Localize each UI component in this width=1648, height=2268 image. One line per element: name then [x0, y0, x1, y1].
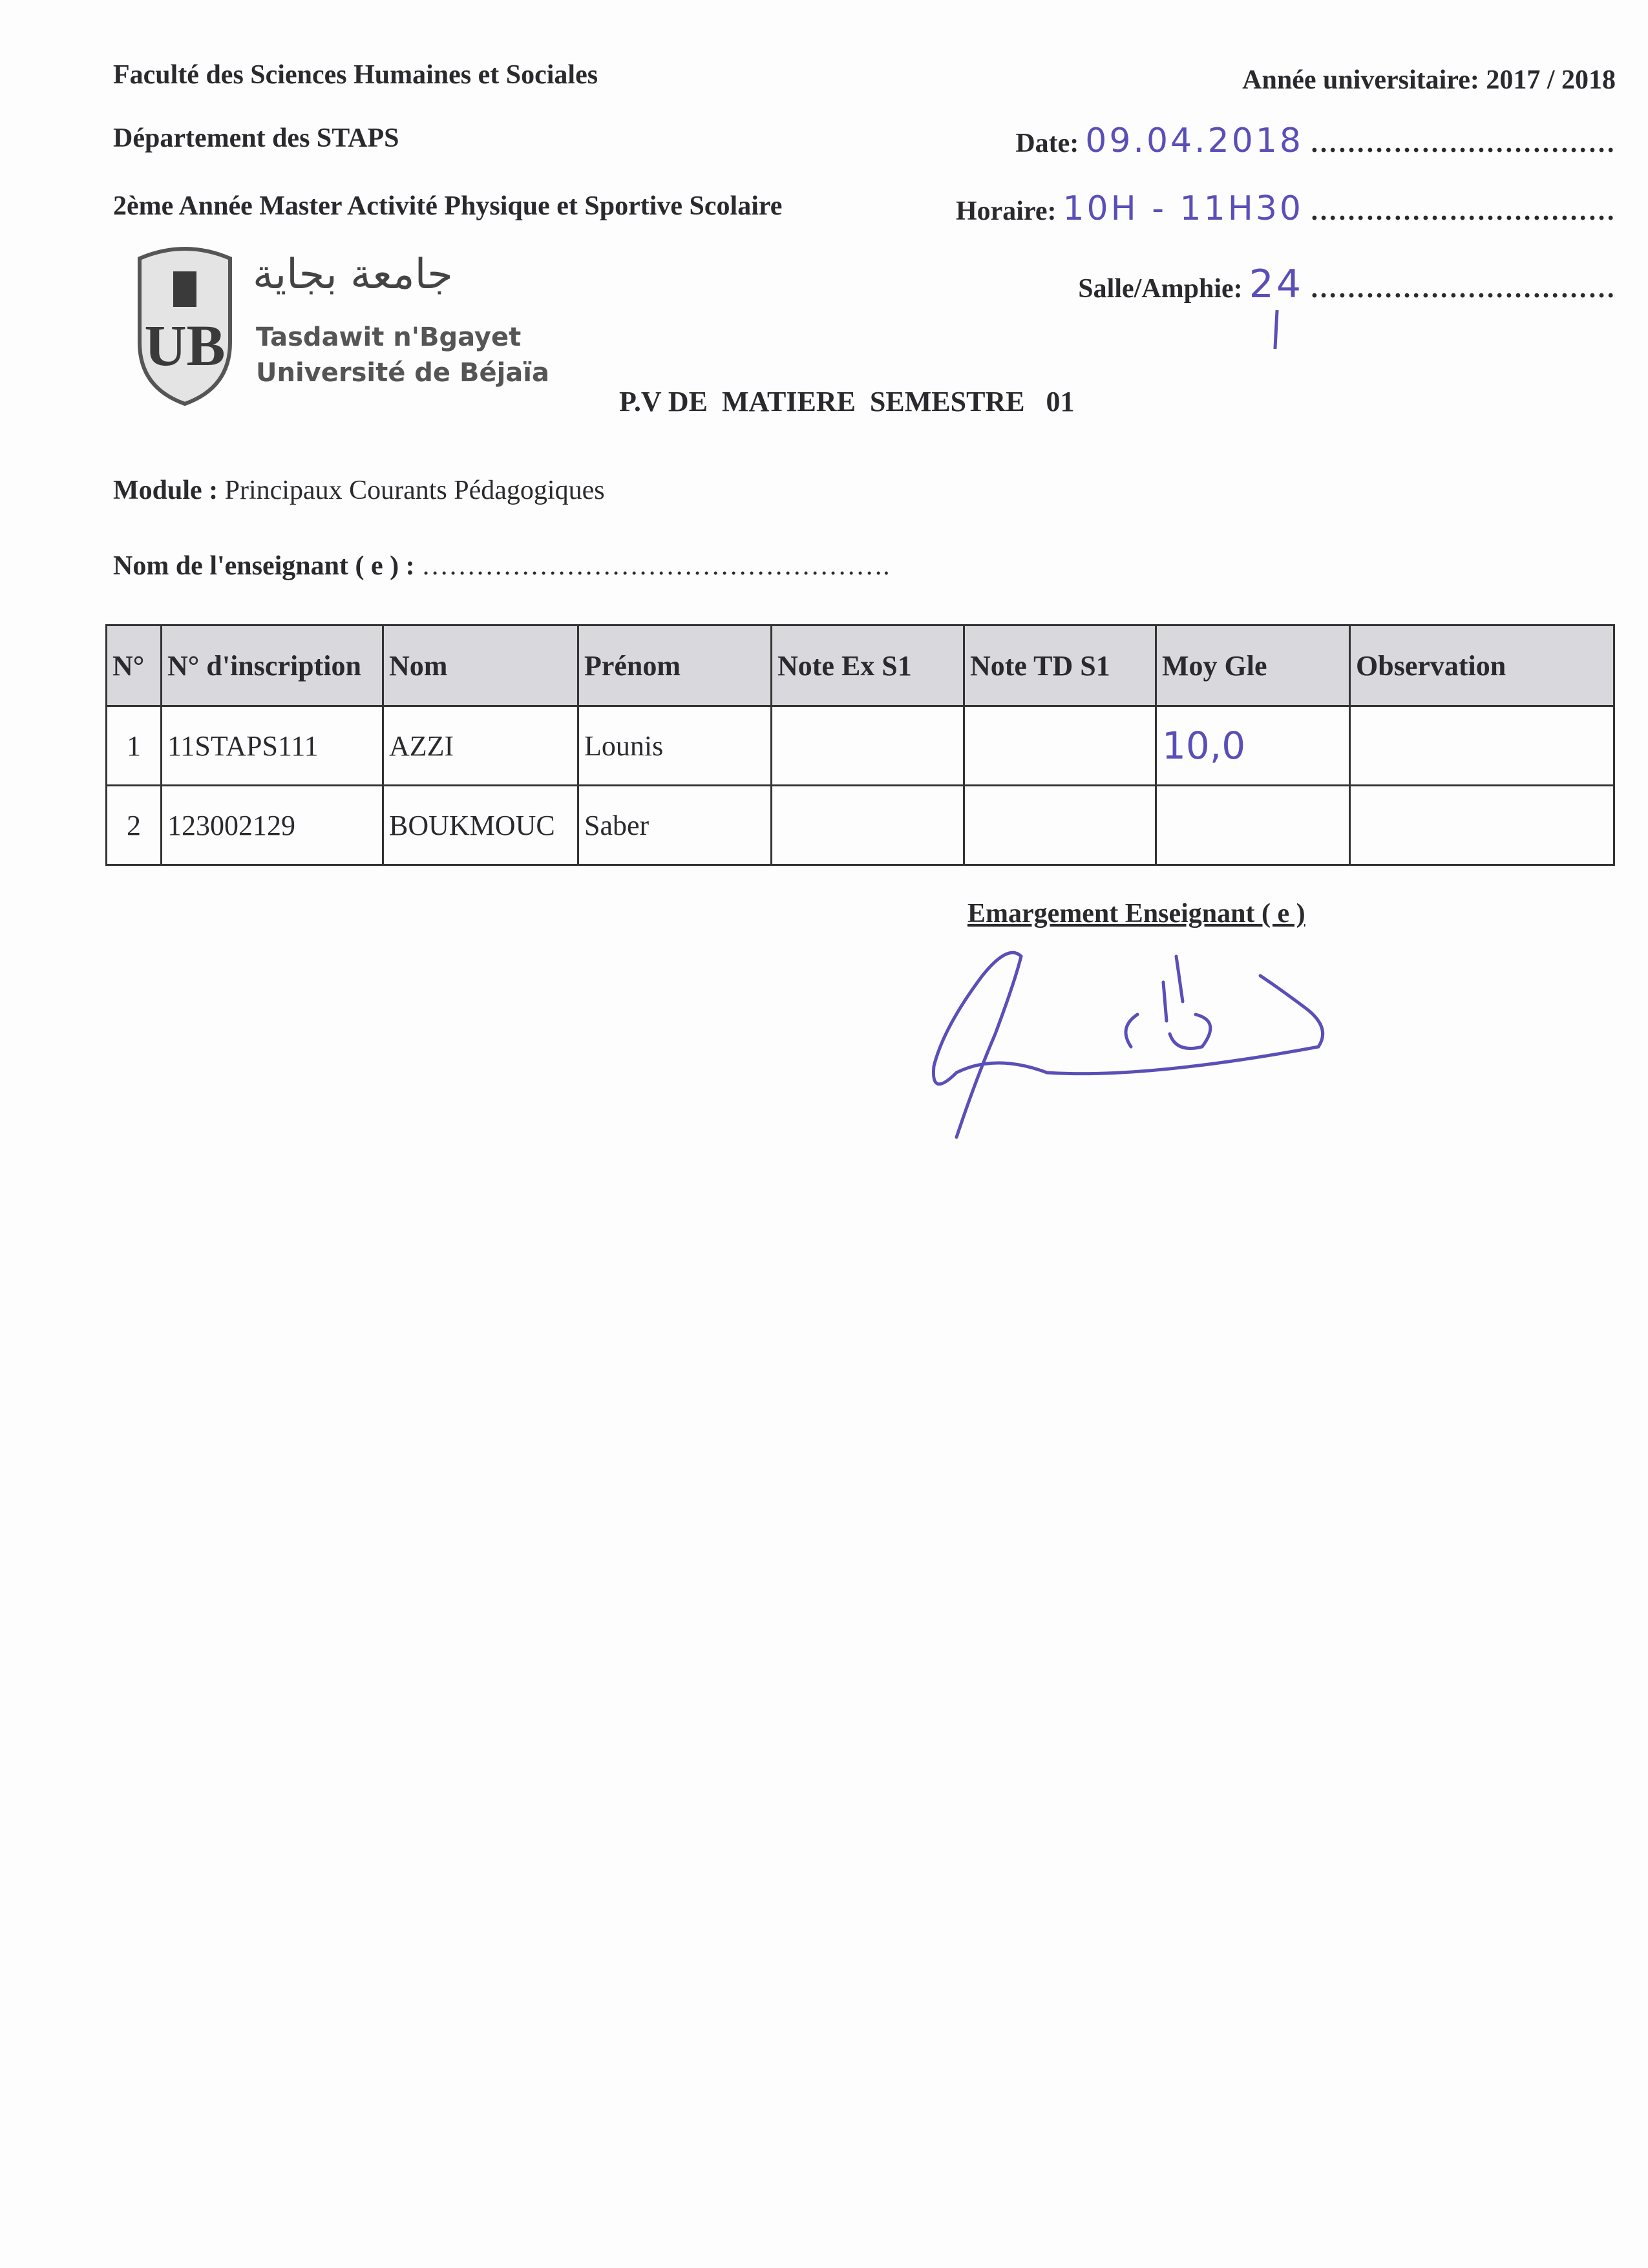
cell-observation [1350, 706, 1614, 786]
col-header-note-td: Note TD S1 [964, 625, 1156, 706]
module-field [113, 475, 605, 506]
horaire-value: 10H - 11H30 [1062, 189, 1304, 228]
table-row [107, 706, 1614, 786]
cell-inscription: 123002129 [162, 786, 383, 865]
col-header-prenom: Prénom [578, 625, 772, 706]
col-header-inscription: N° d'inscription [162, 625, 383, 706]
document-title: P.V DE MATIERE SEMESTRE 01 [619, 386, 1075, 417]
date-dots: …………………………… [1310, 129, 1616, 158]
cell-n: 1 [107, 706, 162, 786]
date-label: Date: [1015, 129, 1079, 158]
cell-note-td [964, 706, 1156, 786]
cell-n: 2 [107, 786, 162, 865]
date-value: 09.04.2018 [1085, 121, 1304, 160]
teacher-signature [918, 937, 1357, 1150]
horaire-dots: …………………………… [1310, 196, 1616, 226]
academic-year: Année universitaire: 2017 / 2018 [1242, 65, 1616, 95]
cell-nom: AZZI [383, 706, 578, 786]
cell-note-td [964, 786, 1156, 865]
cell-nom: BOUKMOUC [383, 786, 578, 865]
faculty-name: Faculté des Sciences Humaines et Sociales [113, 60, 598, 90]
salle-dots: …………………………… [1310, 274, 1616, 304]
teacher-field [113, 551, 890, 582]
cell-inscription: 11STAPS111 [162, 706, 383, 786]
teacher-dots: ……………………………………………. [421, 551, 890, 581]
col-header-observation: Observation [1350, 625, 1614, 706]
signature-label: Emargement Enseignant ( e ) [967, 899, 1305, 929]
module-label: Module : [113, 476, 218, 505]
salle-label: Salle/Amphie: [1078, 274, 1243, 304]
table-header-row [107, 625, 1614, 706]
col-header-n: N° [107, 625, 162, 706]
col-header-note-ex: Note Ex S1 [772, 625, 964, 706]
salle-value: 24 [1249, 262, 1304, 307]
cell-prenom: Lounis [578, 706, 772, 786]
module-value: Principaux Courants Pédagogiques [224, 476, 605, 505]
logo-arabic: جامعة بجاية [253, 251, 453, 299]
cell-note-ex [772, 786, 964, 865]
logo-line1: Tasdawit n'Bgayet [256, 322, 522, 352]
ink-stroke [1273, 310, 1278, 349]
cell-observation [1350, 786, 1614, 865]
logo-line2: Université de Béjaïa [256, 358, 550, 388]
grades-table [105, 624, 1615, 866]
cell-moy: 10,0 [1156, 706, 1350, 786]
col-header-nom: Nom [383, 625, 578, 706]
horaire-label: Horaire: [955, 196, 1057, 226]
cell-prenom: Saber [578, 786, 772, 865]
cell-note-ex [772, 706, 964, 786]
university-logo [133, 246, 550, 407]
col-header-moy: Moy Gle [1156, 625, 1350, 706]
table-row [107, 786, 1614, 865]
program-name: 2ème Année Master Activité Physique et Sportive Scolaire [113, 191, 783, 221]
horaire-field [956, 191, 1616, 232]
cell-moy [1156, 786, 1350, 865]
teacher-label: Nom de l'enseignant ( e ) : [113, 551, 415, 581]
date-field [1015, 123, 1616, 164]
department-name: Département des STAPS [113, 123, 399, 153]
salle-field [1078, 262, 1616, 310]
svg-text:UB: UB [144, 314, 226, 378]
